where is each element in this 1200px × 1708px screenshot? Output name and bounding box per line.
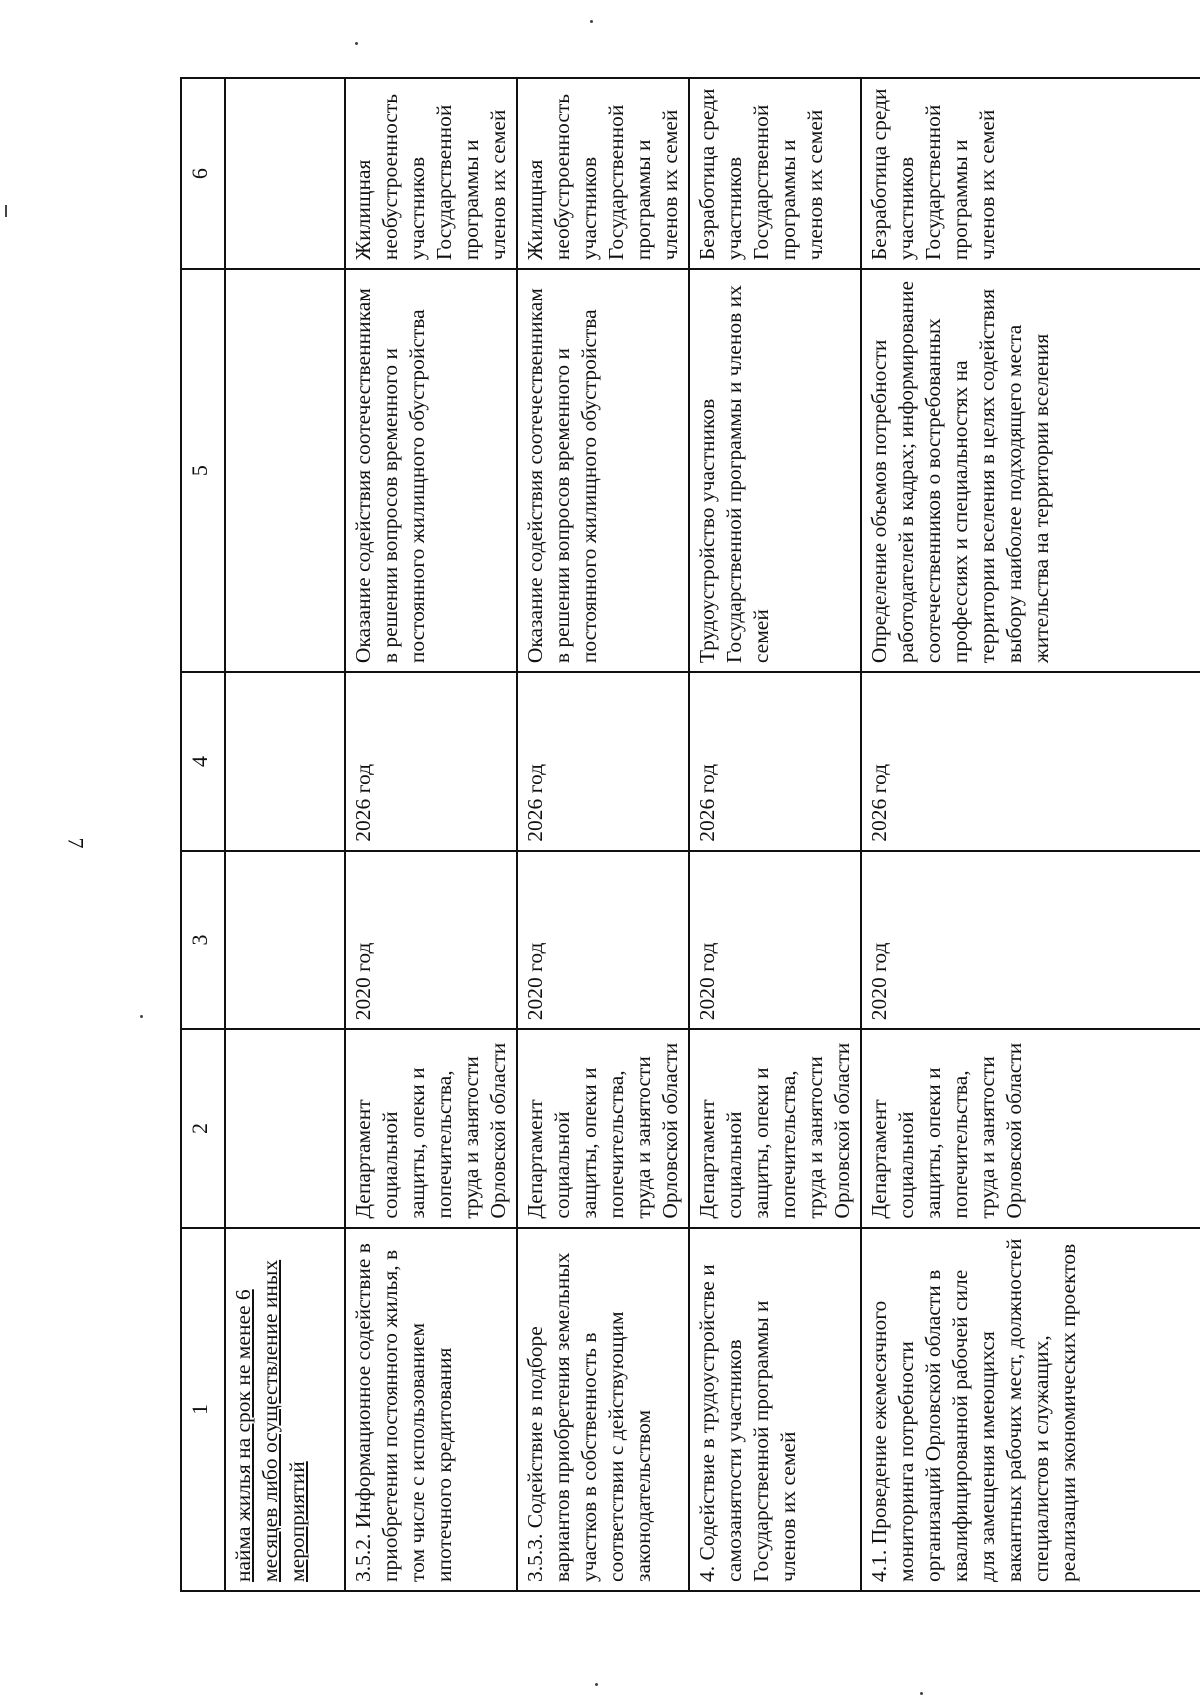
table-row — [345, 78, 517, 1591]
expected-result-cell: Оказание содействия соотечественникам в решении вопросов временного и постоянного жилищного обустройства — [517, 269, 689, 672]
start-year-cell: 2020 год — [517, 851, 689, 1030]
measure-name-cell: 4.1. Проведение ежемесячного мониторинга потребности организаций Орловской области в квалифицированной рабочей силе для замещения имеющихся вакантных рабочих мест, должностей специалистов и служащих, реализации экономических проектов — [861, 1228, 1200, 1591]
expected-result-cell: Оказание содействия соотечественникам в решении вопросов временного и постоянного жилищного обустройства — [345, 269, 517, 672]
column-header-3: 3 — [181, 851, 225, 1030]
start-year-cell: 2020 год — [861, 851, 1200, 1030]
scan-speck — [595, 1683, 598, 1686]
scan-speck — [5, 205, 7, 217]
column-header-6: 6 — [181, 78, 225, 269]
start-year-cell — [225, 851, 345, 1030]
risk-cell: Жилищная необустроенность участников Государственной программы и членов их семей — [517, 78, 689, 269]
executor-cell: Департамент социальной защиты, опеки и попечительства, труда и занятости Орловской области — [861, 1029, 1200, 1227]
executor-cell: Департамент социальной защиты, опеки и попечительства, труда и занятости Орловской области — [345, 1029, 517, 1227]
table-header-row — [181, 78, 225, 1591]
column-header-1: 1 — [181, 1228, 225, 1591]
executor-cell — [225, 1029, 345, 1227]
risk-cell: Жилищная необустроенность участников Государственной программы и членов их семей — [345, 78, 517, 269]
scan-speck — [355, 42, 358, 45]
executor-cell: Департамент социальной защиты, опеки и попечительства, труда и занятости Орловской области — [689, 1029, 861, 1227]
scan-speck — [920, 1692, 923, 1695]
risk-cell: Безработица среди участников Государственной программы и членов их семей — [861, 78, 1200, 269]
start-year-cell: 2020 год — [689, 851, 861, 1030]
measure-name-cell: 4. Содействие в трудоустройстве и самозанятости участников Государственной программы и членов их семей — [689, 1228, 861, 1591]
column-header-5: 5 — [181, 269, 225, 672]
table-row — [517, 78, 689, 1591]
end-year-cell: 2026 год — [345, 672, 517, 851]
column-header-4: 4 — [181, 672, 225, 851]
measures-table — [180, 77, 1200, 1592]
expected-result-cell: Трудоустройство участников Государственной программы и членов их семей — [689, 269, 861, 672]
column-header-2: 2 — [181, 1029, 225, 1227]
expected-result-cell: Определение объемов потребности работодателей в кадрах; информирование соотечественников о востребованных профессиях и специальностях на территории вселения в целях содействия выбору наиболее подходящего места жительства на территории вселения — [861, 269, 1200, 672]
expected-result-cell — [225, 269, 345, 672]
executor-cell: Департамент социальной защиты, опеки и попечительства, труда и занятости Орловской области — [517, 1029, 689, 1227]
start-year-cell: 2020 год — [345, 851, 517, 1030]
end-year-cell: 2026 год — [517, 672, 689, 851]
risk-cell: Безработица среди участников Государственной программы и членов их семей — [689, 78, 861, 269]
end-year-cell: 2026 год — [689, 672, 861, 851]
measure-name-cell: 3.5.2. Информационное содействие в приобретении постоянного жилья, в том числе с использованием ипотечного кредитования — [345, 1228, 517, 1591]
scan-speck — [140, 1015, 143, 1018]
table-row — [689, 78, 861, 1591]
page-number: 7 — [63, 837, 89, 849]
end-year-cell — [225, 672, 345, 851]
table-row — [225, 78, 345, 1591]
measure-name-cell: найма жилья на срок не менее 6 месяцев либо осуществление иных мероприятий — [225, 1228, 345, 1591]
rotated-table-container — [180, 77, 1200, 1592]
end-year-cell: 2026 год — [861, 672, 1200, 851]
table-row — [861, 78, 1200, 1591]
risk-cell — [225, 78, 345, 269]
scan-speck — [590, 20, 593, 23]
measure-name-cell: 3.5.3. Содействие в подборе вариантов приобретения земельных участков в собственность в соответствии с действующим законодательством — [517, 1228, 689, 1591]
